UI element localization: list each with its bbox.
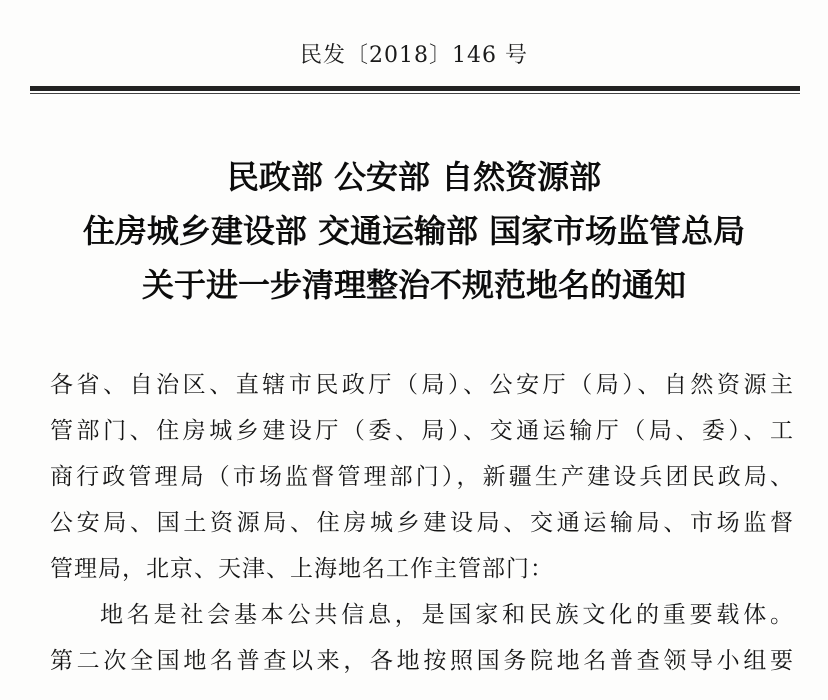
title-line-2: 住房城乡建设部 交通运输部 国家市场监管总局 — [82, 212, 746, 250]
salutation-line-5: 管理局，北京、天津、上海地名工作主管部门： — [50, 556, 554, 582]
title-line-1: 民政部 公安部 自然资源部 — [226, 158, 602, 196]
paragraph-line-1: 地名是社会基本公共信息，是国家和民族文化的重要载体。 — [100, 602, 794, 628]
document-number: 民发〔2018〕146 号 — [300, 43, 528, 68]
document-body — [50, 362, 794, 684]
header-divider-thin — [30, 93, 800, 94]
document-title — [0, 150, 828, 312]
salutation-line-4: 公安局、国土资源局、住房城乡建设局、交通运输局、市场监督 — [50, 510, 794, 536]
salutation-line-3: 商行政管理局（市场监督管理部门），新疆生产建设兵团民政局、 — [50, 464, 794, 490]
title-line-3: 关于进一步清理整治不规范地名的通知 — [141, 266, 686, 304]
salutation-line-2: 管部门、住房城乡建设厅（委、局）、交通运输厅（局、委）、工 — [50, 418, 794, 444]
header-divider-thick — [30, 86, 800, 91]
paragraph-line-2: 第二次全国地名普查以来，各地按照国务院地名普查领导小组要 — [50, 648, 794, 674]
salutation-line-1: 各省、自治区、直辖市民政厅（局）、公安厅（局）、自然资源主 — [50, 372, 794, 398]
